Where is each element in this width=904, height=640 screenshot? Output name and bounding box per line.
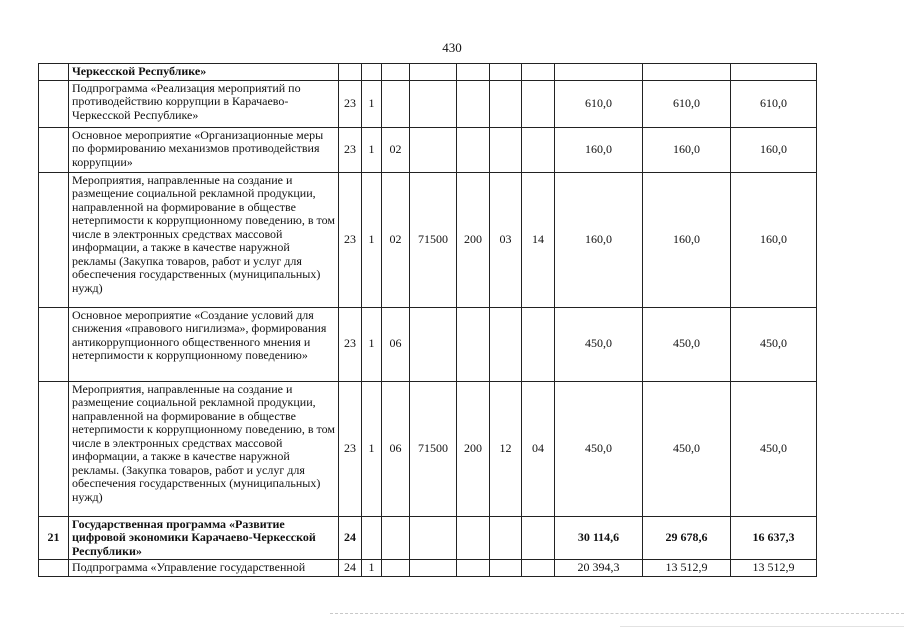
table-row: [39, 516, 817, 560]
expense-type-cell: [457, 80, 490, 127]
amount-year2-cell: 450,0: [643, 307, 731, 381]
amount-year2-cell: 160,0: [643, 127, 731, 172]
section-code-cell: [490, 127, 522, 172]
amount-year3-cell: 13 512,9: [731, 560, 817, 577]
program-code-cell: 1: [362, 80, 382, 127]
program-code-cell: [362, 516, 382, 560]
amount-year1-cell: 30 114,6: [555, 516, 643, 560]
ministry-code-cell: 23: [339, 381, 362, 516]
subprogram-code-cell: 02: [382, 127, 410, 172]
subprogram-code-cell: [382, 560, 410, 577]
direction-code-cell: [410, 80, 457, 127]
amount-year1-cell: 160,0: [555, 127, 643, 172]
ministry-code-cell: [339, 64, 362, 81]
item-name-cell: Подпрограмма «Реализация мероприятий по противодействию коррупции в Карачаево-Черкесской Республике»: [69, 80, 339, 127]
item-name-cell: Основное мероприятие «Создание условий для снижения «правового нигилизма», формирования антикоррупционного общественного мнения и нетерпимости к коррупционному поведению»: [69, 307, 339, 381]
row-number-cell: [39, 381, 69, 516]
direction-code-cell: 71500: [410, 172, 457, 307]
amount-year3-cell: 450,0: [731, 381, 817, 516]
amount-year2-cell: 29 678,6: [643, 516, 731, 560]
section-code-cell: [490, 307, 522, 381]
table-row: [39, 64, 817, 81]
direction-code-cell: 71500: [410, 381, 457, 516]
expense-type-cell: [457, 516, 490, 560]
table-row: [39, 80, 817, 127]
amount-year3-cell: [731, 64, 817, 81]
row-number-cell: [39, 307, 69, 381]
row-number-cell: [39, 172, 69, 307]
amount-year1-cell: 20 394,3: [555, 560, 643, 577]
ministry-code-cell: 23: [339, 127, 362, 172]
amount-year1-cell: 450,0: [555, 381, 643, 516]
expense-type-cell: [457, 64, 490, 81]
amount-year1-cell: 160,0: [555, 172, 643, 307]
direction-code-cell: [410, 64, 457, 81]
subprogram-code-cell: 02: [382, 172, 410, 307]
program-code-cell: 1: [362, 381, 382, 516]
section-code-cell: [490, 516, 522, 560]
item-name-cell: Черкесской Республике»: [69, 64, 339, 81]
amount-year1-cell: 450,0: [555, 307, 643, 381]
program-code-cell: [362, 64, 382, 81]
direction-code-cell: [410, 560, 457, 577]
section-code-cell: 12: [490, 381, 522, 516]
amount-year2-cell: 450,0: [643, 381, 731, 516]
subsection-code-cell: [522, 80, 555, 127]
item-name-cell: Мероприятия, направленные на создание и размещение социальной рекламной продукции, направленной на формирование в обществе нетерпимости к коррупционному поведению, в том числе в электронных средствах массовой информации, а также в качестве наружной рекламы (Закупка товаров, работ и услуг для обеспечения государственных (муниципальных) нужд): [69, 172, 339, 307]
subsection-code-cell: 04: [522, 381, 555, 516]
amount-year3-cell: 160,0: [731, 127, 817, 172]
program-code-cell: 1: [362, 560, 382, 577]
ministry-code-cell: 23: [339, 307, 362, 381]
program-code-cell: 1: [362, 172, 382, 307]
ministry-code-cell: 23: [339, 172, 362, 307]
expense-type-cell: 200: [457, 381, 490, 516]
direction-code-cell: [410, 127, 457, 172]
amount-year3-cell: 610,0: [731, 80, 817, 127]
expense-type-cell: [457, 560, 490, 577]
direction-code-cell: [410, 516, 457, 560]
row-number-cell: 21: [39, 516, 69, 560]
table-row: [39, 127, 817, 172]
expense-type-cell: [457, 127, 490, 172]
subprogram-code-cell: [382, 64, 410, 81]
amount-year3-cell: 16 637,3: [731, 516, 817, 560]
ministry-code-cell: 24: [339, 560, 362, 577]
amount-year2-cell: [643, 64, 731, 81]
item-name-cell: Подпрограмма «Управление государственной: [69, 560, 339, 577]
table-row: [39, 172, 817, 307]
subprogram-code-cell: [382, 516, 410, 560]
row-number-cell: [39, 560, 69, 577]
subsection-code-cell: 14: [522, 172, 555, 307]
program-code-cell: 1: [362, 307, 382, 381]
table-row: [39, 307, 817, 381]
expense-type-cell: [457, 307, 490, 381]
row-number-cell: [39, 127, 69, 172]
subsection-code-cell: [522, 64, 555, 81]
subsection-code-cell: [522, 560, 555, 577]
row-number-cell: [39, 80, 69, 127]
amount-year2-cell: 13 512,9: [643, 560, 731, 577]
item-name-cell: Государственная программа «Развитие цифровой экономики Карачаево-Черкесской Республики»: [69, 516, 339, 560]
amount-year3-cell: 160,0: [731, 172, 817, 307]
subsection-code-cell: [522, 127, 555, 172]
item-name-cell: Основное мероприятие «Организационные меры по формированию механизмов противодействия коррупции»: [69, 127, 339, 172]
section-code-cell: [490, 80, 522, 127]
amount-year2-cell: 610,0: [643, 80, 731, 127]
subprogram-code-cell: [382, 80, 410, 127]
scan-artifact-line: [620, 626, 904, 627]
table-row: [39, 381, 817, 516]
subprogram-code-cell: 06: [382, 381, 410, 516]
row-number-cell: [39, 64, 69, 81]
ministry-code-cell: 24: [339, 516, 362, 560]
budget-table: [38, 63, 817, 577]
table-row: [39, 560, 817, 577]
subsection-code-cell: [522, 307, 555, 381]
ministry-code-cell: 23: [339, 80, 362, 127]
section-code-cell: 03: [490, 172, 522, 307]
subprogram-code-cell: 06: [382, 307, 410, 381]
expense-type-cell: 200: [457, 172, 490, 307]
direction-code-cell: [410, 307, 457, 381]
scan-artifact-line: [330, 613, 904, 614]
subsection-code-cell: [522, 516, 555, 560]
page-number: 430: [442, 40, 462, 55]
amount-year1-cell: 610,0: [555, 80, 643, 127]
amount-year1-cell: [555, 64, 643, 81]
program-code-cell: 1: [362, 127, 382, 172]
section-code-cell: [490, 560, 522, 577]
section-code-cell: [490, 64, 522, 81]
amount-year3-cell: 450,0: [731, 307, 817, 381]
amount-year2-cell: 160,0: [643, 172, 731, 307]
item-name-cell: Мероприятия, направленные на создание и размещение социальной рекламной продукции, направленной на формирование в обществе нетерпимости к коррупционному поведению, в том числе в электронных средствах массовой информации, а также в качестве наружной рекламы. (Закупка товаров, работ и услуг для обеспечения государственных (муниципальных) нужд): [69, 381, 339, 516]
